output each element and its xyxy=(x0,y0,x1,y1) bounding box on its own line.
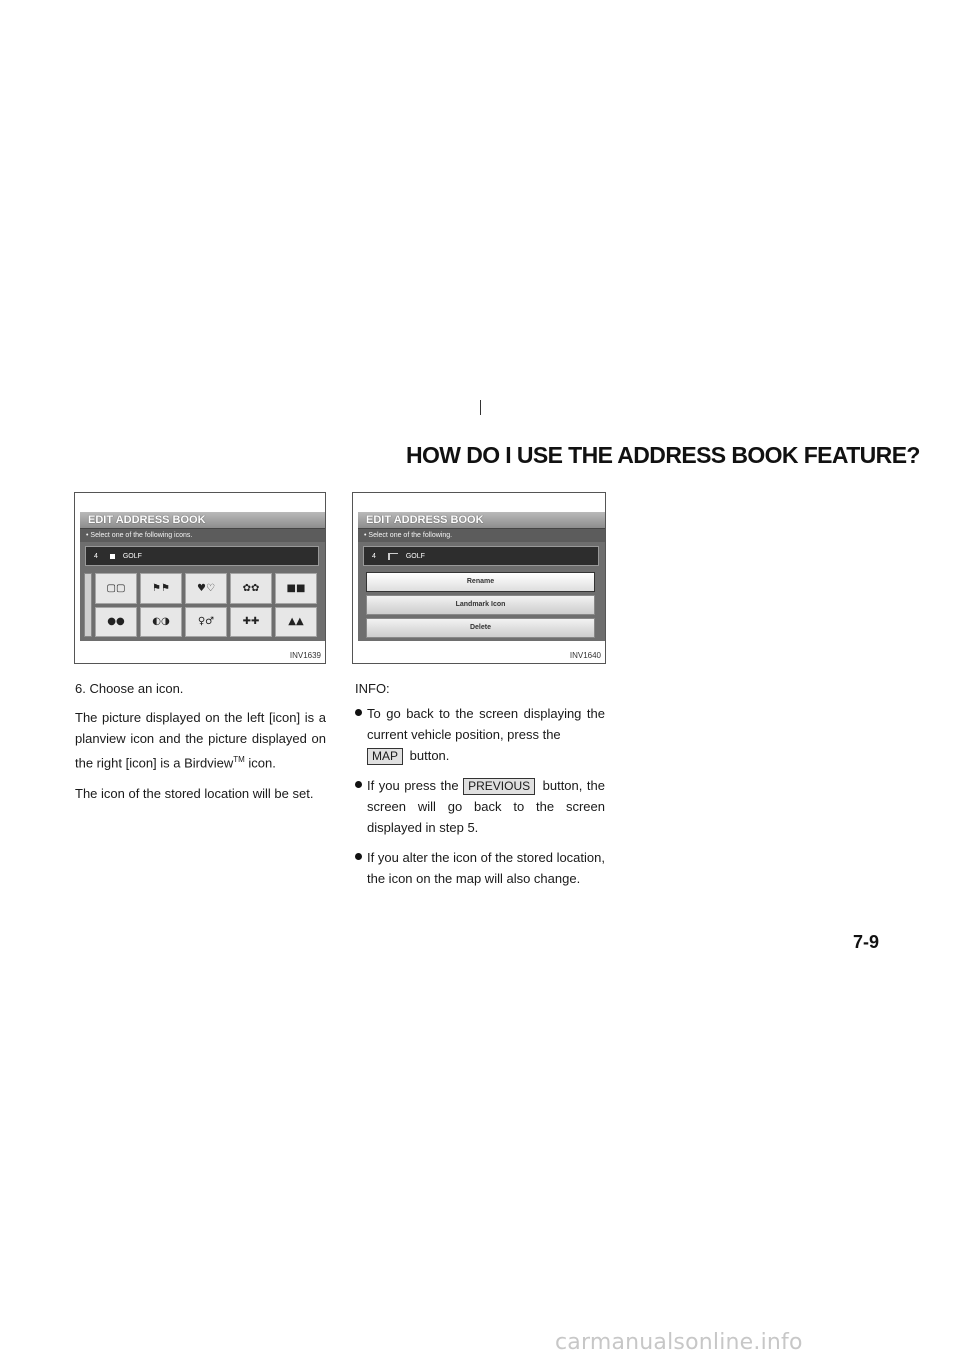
right-column xyxy=(355,678,605,898)
icon-option-7[interactable]: ◐◑ xyxy=(140,607,182,638)
column-marker xyxy=(480,400,481,415)
watermark: carmanualsonline.info xyxy=(555,1330,803,1355)
trademark-symbol: TM xyxy=(233,755,245,764)
entry-name: GOLF xyxy=(122,553,142,560)
paragraph-text: The picture displayed on the left [icon] is a planview icon and the picture displayed on the right [icon] is a Birdview xyxy=(75,710,326,771)
bullet-icon xyxy=(355,853,362,860)
icon-option-8[interactable]: ♀♂ xyxy=(185,607,227,638)
info-bullet xyxy=(355,703,605,766)
navigation-screen xyxy=(80,512,325,641)
icon-option-4[interactable]: ✿✿ xyxy=(230,573,272,604)
icon-option-1[interactable]: ▢▢ xyxy=(95,573,137,604)
rename-button[interactable]: Rename xyxy=(366,572,595,592)
info-bullet xyxy=(355,847,605,889)
left-column xyxy=(75,678,326,814)
step-text: 6. Choose an icon. xyxy=(75,681,184,696)
icon-option-9[interactable]: ✚✚ xyxy=(230,607,272,638)
map-button-label: MAP xyxy=(367,748,403,765)
figure-id: INV1640 xyxy=(569,651,601,660)
page-number: 7-9 xyxy=(853,932,880,952)
icon-option-3[interactable]: ♥♡ xyxy=(185,573,227,604)
icon-option-2[interactable]: ⚑⚑ xyxy=(140,573,182,604)
entry-name: GOLF xyxy=(405,553,425,560)
screen-title: EDIT ADDRESS BOOK xyxy=(80,512,325,529)
page-title: HOW DO I USE THE ADDRESS BOOK FEATURE? xyxy=(406,442,920,468)
previous-button-label: PREVIOUS xyxy=(463,778,535,795)
address-entry xyxy=(363,546,599,566)
bullet-text-end: button, the screen will go back to the screen displayed in step 5. xyxy=(367,778,605,835)
bullet-text: To go back to the screen displaying the current vehicle position, press the xyxy=(367,706,605,742)
figure-icon-selection xyxy=(74,492,326,664)
icon-grid xyxy=(95,573,317,637)
navigation-screen xyxy=(358,512,605,641)
paragraph-icon-description xyxy=(75,707,326,773)
icon-option-6[interactable]: ●● xyxy=(95,607,137,638)
figure-edit-menu xyxy=(352,492,606,664)
scrollbar[interactable] xyxy=(84,573,92,637)
landmark-icon-button[interactable]: Landmark Icon xyxy=(366,595,595,615)
bullet-text: If you press the xyxy=(367,778,459,793)
bullet-text-end: button. xyxy=(409,748,450,763)
screen-title: EDIT ADDRESS BOOK xyxy=(358,512,605,529)
info-label: INFO: xyxy=(355,681,390,696)
icon-option-10[interactable]: ▲▲ xyxy=(275,607,317,638)
screen-prompt: • Select one of the following icons. xyxy=(80,529,325,542)
figure-id: INV1639 xyxy=(289,651,321,660)
entry-number: 4 xyxy=(372,553,376,560)
delete-button[interactable]: Delete xyxy=(366,618,595,638)
square-icon xyxy=(110,554,115,559)
info-bullet xyxy=(355,775,605,838)
address-entry xyxy=(85,546,319,566)
icon-option-5[interactable]: ■■ xyxy=(275,573,317,604)
bullet-icon xyxy=(355,781,362,788)
bullet-icon xyxy=(355,709,362,716)
paragraph-result: The icon of the stored location will be set. xyxy=(75,786,314,802)
screen-prompt: • Select one of the following. xyxy=(358,529,605,542)
bullet-text: If you alter the icon of the stored location, the icon on the map will also change. xyxy=(367,850,605,886)
paragraph-text-end: icon. xyxy=(244,755,276,771)
entry-number: 4 xyxy=(94,553,98,560)
flag-icon xyxy=(388,553,398,560)
